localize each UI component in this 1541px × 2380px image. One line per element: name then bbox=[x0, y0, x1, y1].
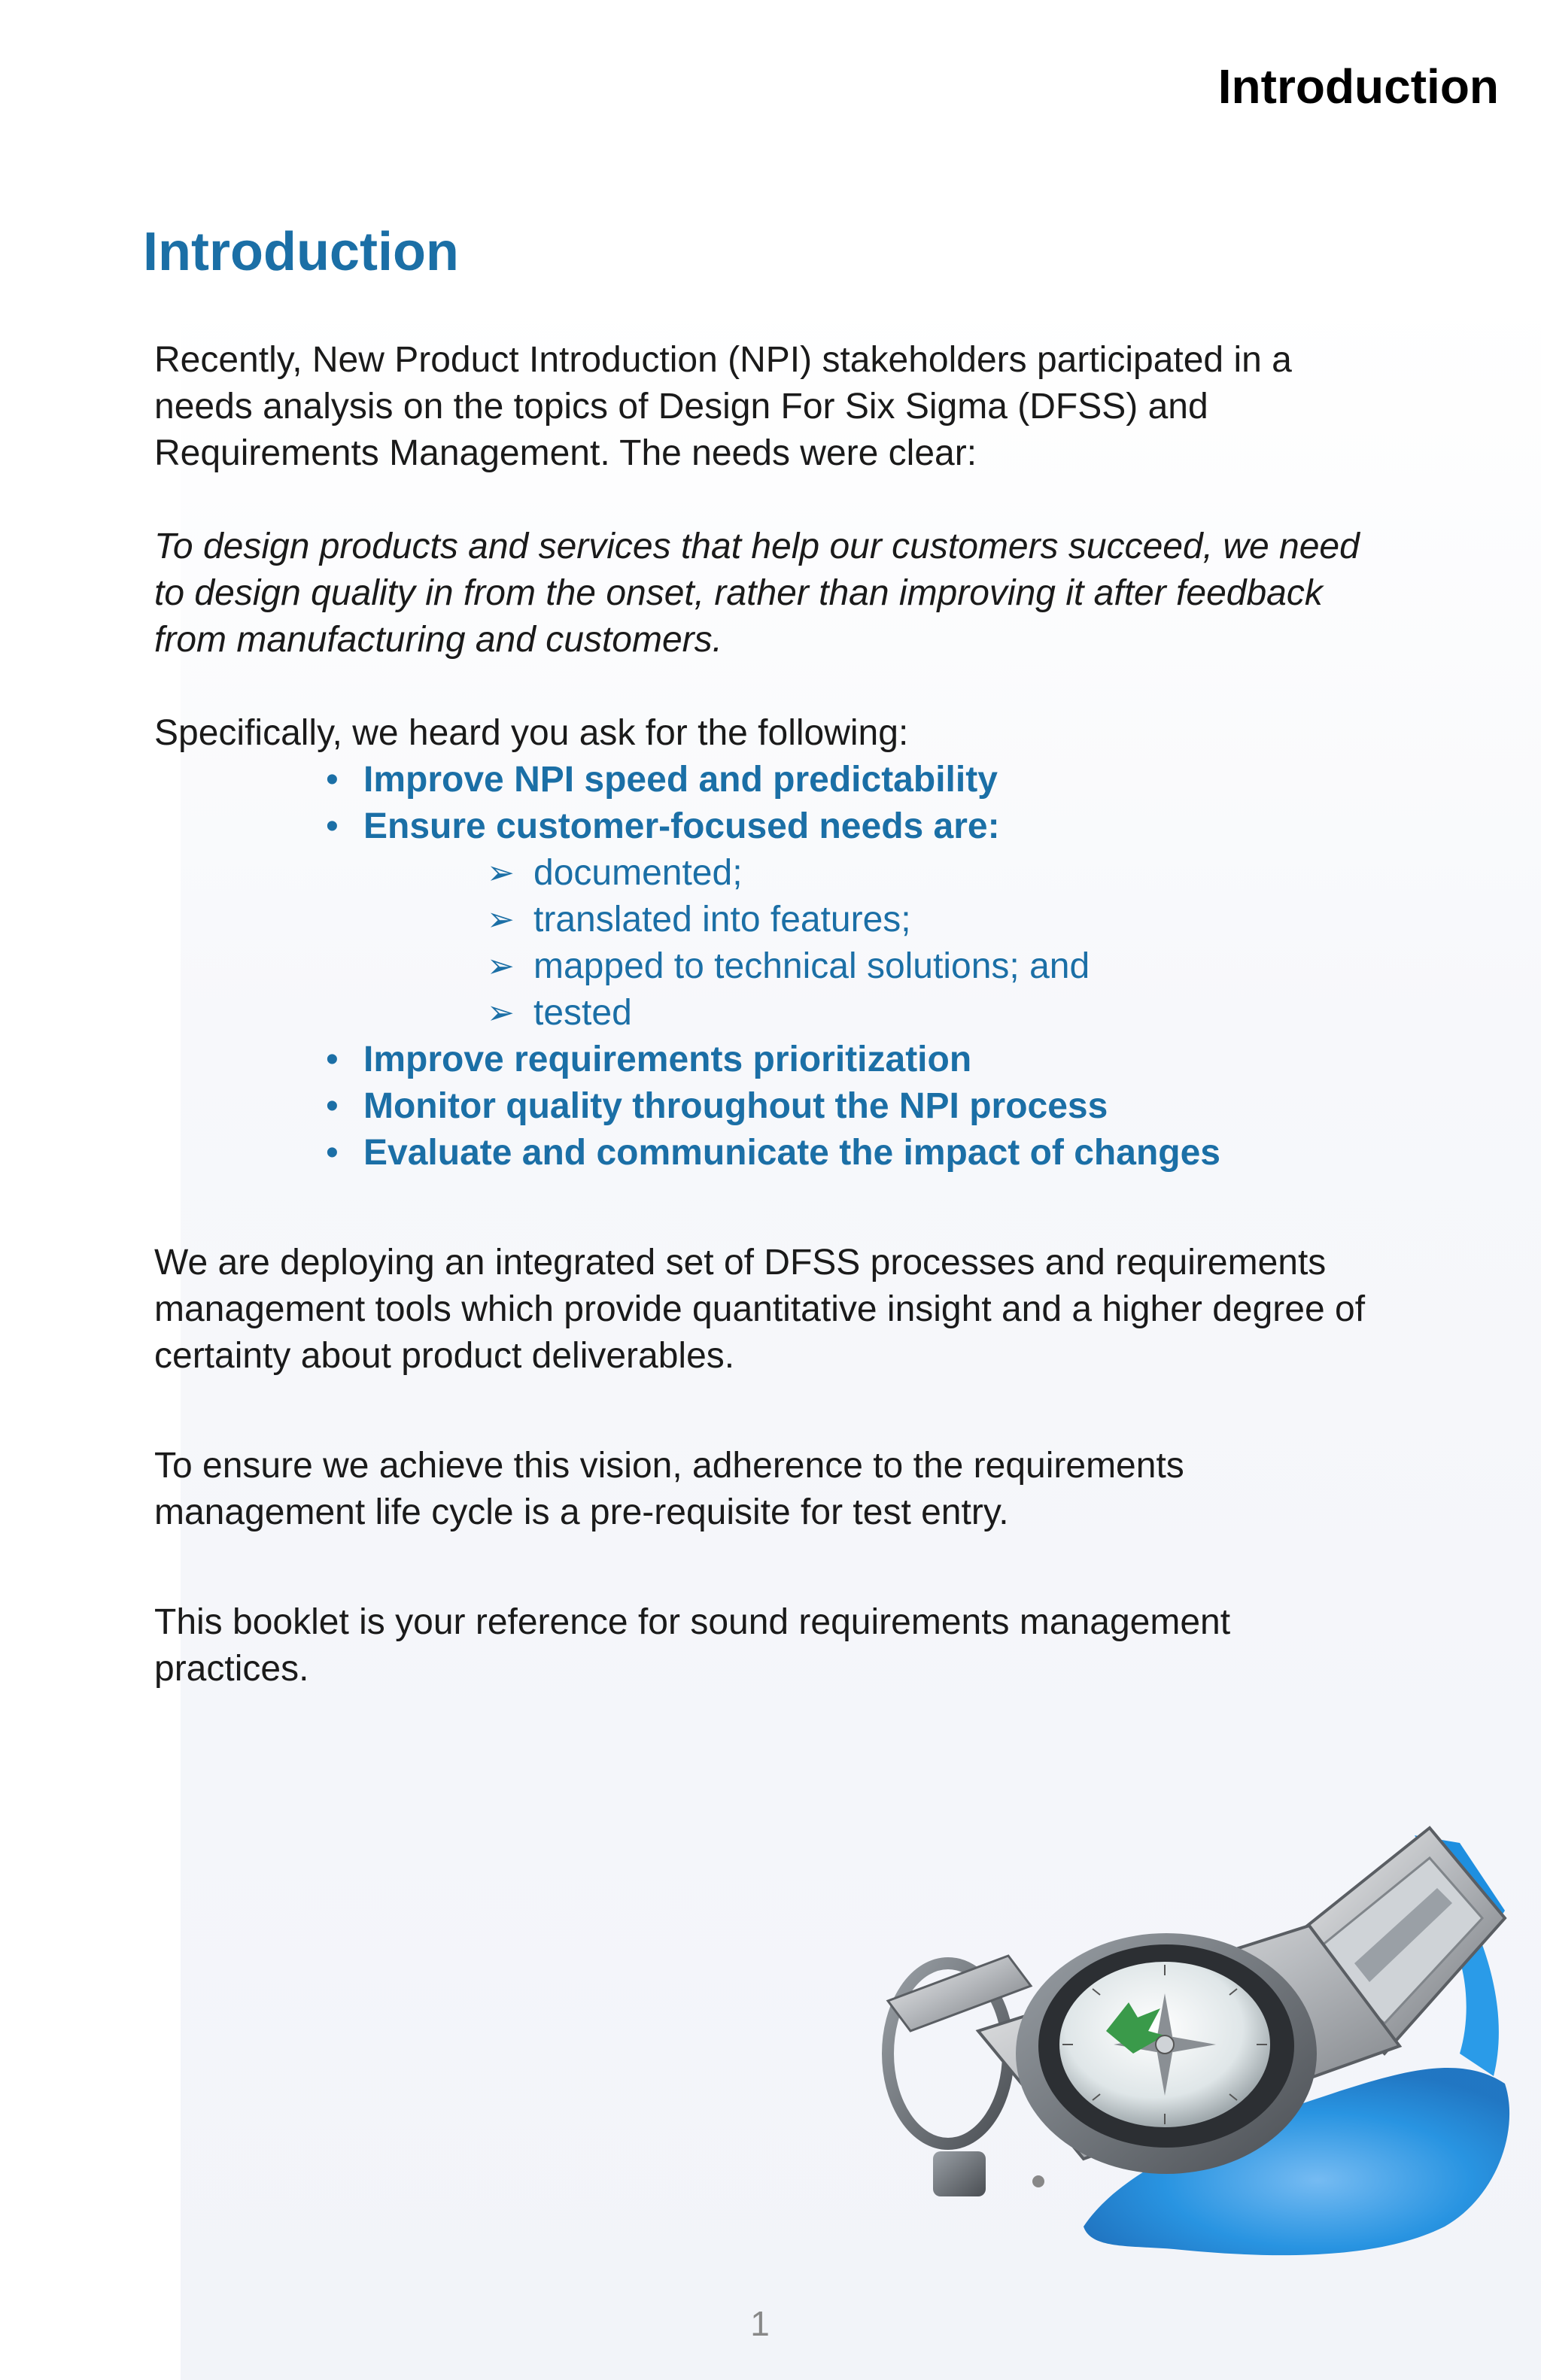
body-content bbox=[154, 337, 1373, 1692]
list-item bbox=[326, 1130, 1373, 1176]
sub-needs-list bbox=[363, 850, 1373, 1037]
arrow-bullet-icon: ➢ bbox=[487, 855, 515, 891]
bullet-icon: • bbox=[326, 1040, 339, 1079]
sub-need-label: documented; bbox=[533, 853, 743, 893]
deploy-paragraph: We are deploying an integrated set of DFSS processes and requirements management tools which provide quantitative insight and a higher degree of certainty about product deliverables. bbox=[154, 1243, 1366, 1376]
sub-list-item bbox=[487, 850, 1373, 897]
sub-need-label: tested bbox=[533, 993, 632, 1033]
need-label: Ensure customer-focused needs are: bbox=[363, 806, 1000, 846]
arrow-bullet-icon: ➢ bbox=[487, 948, 515, 985]
list-item bbox=[326, 1037, 1373, 1083]
need-label: Monitor quality throughout the NPI process bbox=[363, 1086, 1108, 1126]
need-label: Improve requirements prioritization bbox=[363, 1040, 972, 1079]
bullet-icon: • bbox=[326, 1086, 339, 1126]
compass-icon bbox=[858, 1805, 1520, 2272]
sub-need-label: mapped to technical solutions; and bbox=[533, 946, 1090, 986]
bullet-icon: • bbox=[326, 1133, 339, 1173]
need-label: Evaluate and communicate the impact of changes bbox=[363, 1133, 1220, 1173]
list-item bbox=[326, 803, 1373, 1037]
needs-list bbox=[154, 757, 1373, 1176]
ask-lead-paragraph: Specifically, we heard you ask for the following: bbox=[154, 713, 909, 753]
intro-paragraph: Recently, New Product Introduction (NPI) stakeholders participated in a needs analysis on the topics of Design For Six Sigma (DFSS) and Requirements Management. The needs were clear: bbox=[154, 340, 1292, 473]
sub-need-label: translated into features; bbox=[533, 900, 911, 940]
arrow-bullet-icon: ➢ bbox=[487, 994, 515, 1031]
bullet-icon: • bbox=[326, 760, 339, 800]
list-item bbox=[326, 1083, 1373, 1130]
vision-paragraph: To ensure we achieve this vision, adherence to the requirements management life cycle is a pre-requisite for test entry. bbox=[154, 1446, 1184, 1532]
needs-quote: To design products and services that help our customers succeed, we need to design quality in from the onset, rather than improving it after feedback from manufacturing and customers. bbox=[154, 527, 1360, 660]
list-item bbox=[326, 757, 1373, 803]
sub-list-item bbox=[487, 990, 1373, 1037]
sub-list-item bbox=[487, 943, 1373, 990]
sub-list-item bbox=[487, 897, 1373, 943]
page-number: 1 bbox=[750, 2304, 770, 2343]
bullet-icon: • bbox=[326, 806, 339, 846]
need-label: Improve NPI speed and predictability bbox=[363, 760, 998, 800]
arrow-bullet-icon: ➢ bbox=[487, 901, 515, 938]
section-title: Introduction bbox=[143, 222, 459, 282]
running-header: Introduction bbox=[1217, 59, 1499, 114]
booklet-paragraph: This booklet is your reference for sound requirements management practices. bbox=[154, 1602, 1231, 1689]
